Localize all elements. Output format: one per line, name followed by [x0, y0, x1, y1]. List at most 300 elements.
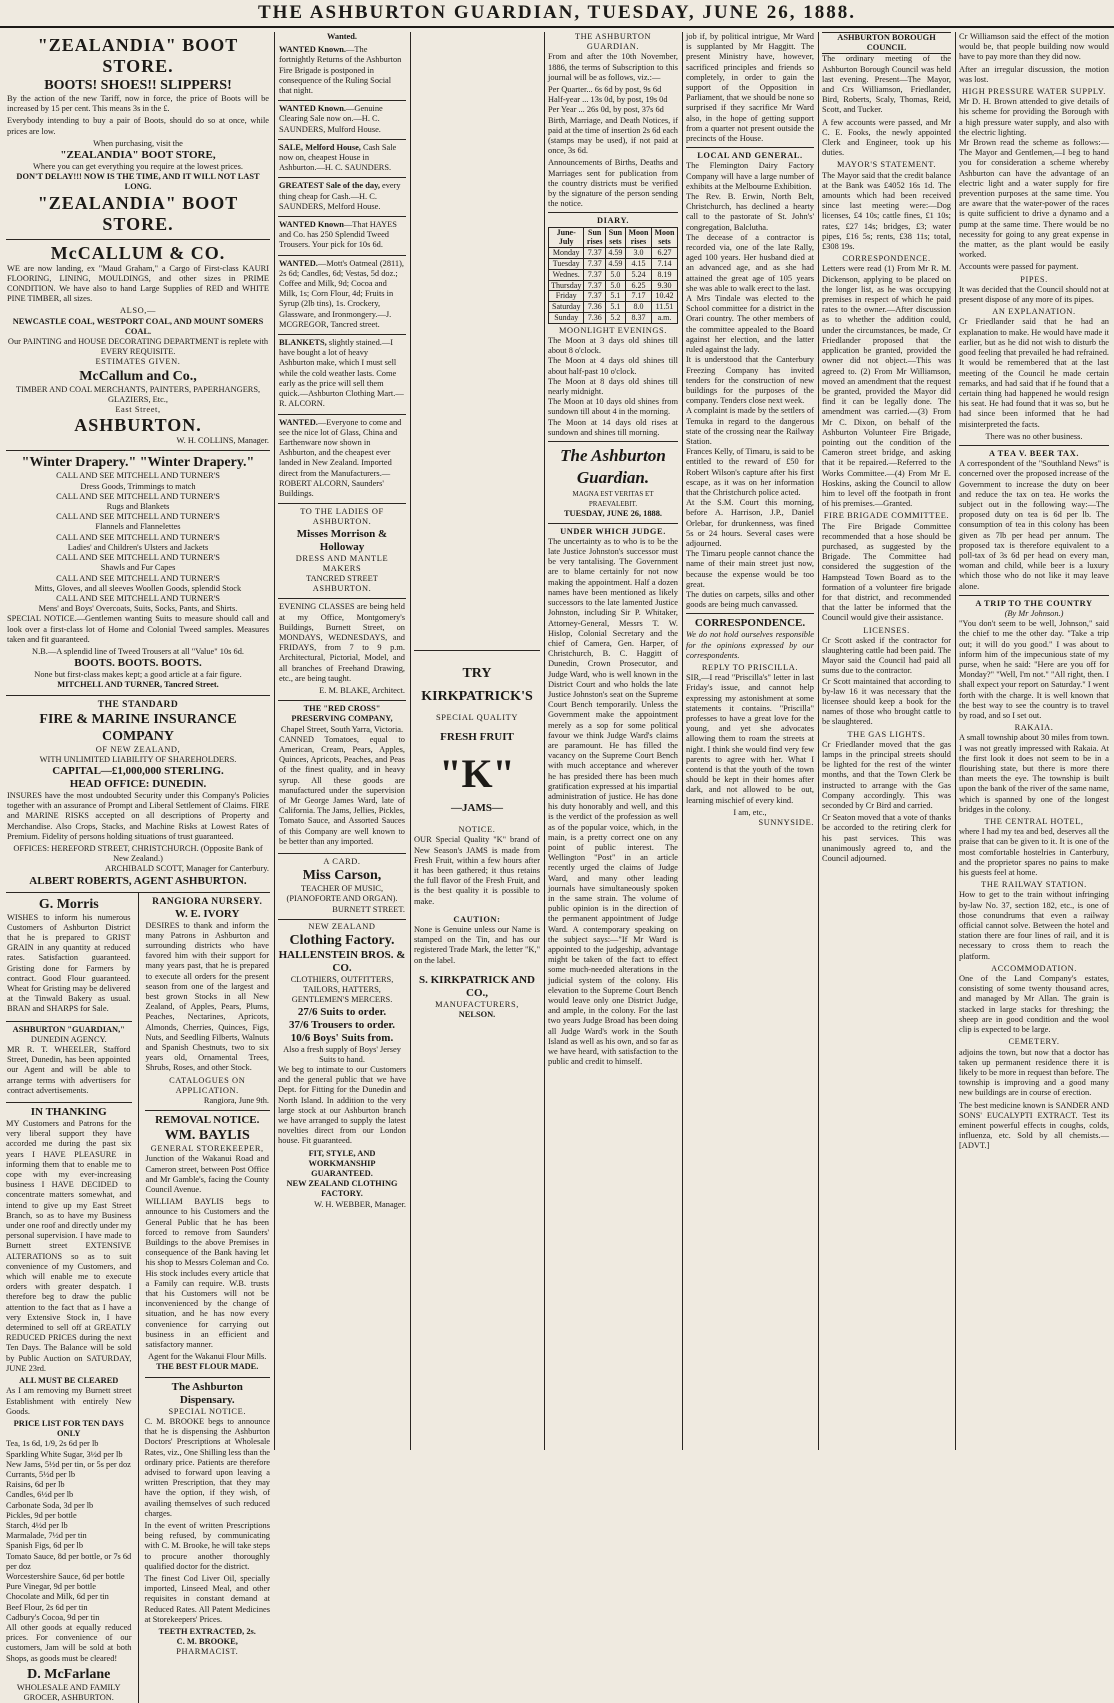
- diary-col-header: Moon sets: [652, 227, 678, 248]
- explanation-text: Cr Friedlander said that he had an explanation to make. He would have made it earlier, but as he did not wish to disturb the good feeling that prevailed he had refrained. It would be remembered that at the last meeting of the Council he made certain remarks, and had said that if he found that a certain thing had happened he would resign his seat. He had found that it was so, but he had since been informed that he had misinterpreted the facts.: [959, 317, 1109, 429]
- nzcf-suits: 27/6 Suits to order.: [297, 1005, 387, 1018]
- nzcf-boys: 10/6 Boys' Suits from.: [290, 1031, 394, 1044]
- terms-heading: THE ASHBURTON GUARDIAN.: [574, 32, 652, 52]
- misses-street: TANCRED STREET: [306, 573, 378, 583]
- dispensary-body-3: The finest Cod Liver Oil, specially imported, Linseed Meal, and other requisites in constant demand at Reduced Rates. All Patent Medicines at Storekeepers' Prices.: [144, 1573, 270, 1624]
- mccallum-also: ALSO,—: [120, 306, 156, 316]
- fire-brigade-text: The Fire Brigade Committee recommended that a hose should be purchased, as suggested by the Brigade. The Committee had considered the suggestion of the Hampstead Town Board as to the formation of a volunteer fire brigade for that district, and recommended that the latter be informed that the Council would give their assistance.: [822, 521, 951, 623]
- mccallum-body: WE are now landing, ex "Maud Graham," a Cargo of First-class KAURI FLOORING, LINING, MOULDINGS, and other sizes in PRIME CONDITION. We have also to hand Large Supplies of RED and WHITE PINE TIMBER, all sizes.: [7, 263, 269, 304]
- mcfarlane-signature: D. McFarlane: [27, 1666, 111, 1682]
- wanted-ad: [278, 42, 406, 101]
- mccallum-name: McCallum and Co.,: [79, 368, 197, 384]
- fire-brigade-heading: FIRE BRIGADE COMMITTEE.: [823, 511, 950, 521]
- accommodation-text: One of the Land Company's estates, consisting of some twenty thousand acres, and managed by Mr Allan. The grain is stacked in large stacks for threshing; the sheep are in good condition and the wool clip is expected to be large.: [959, 974, 1109, 1035]
- zealandia-subheading: BOOTS! SHOES!! SLIPPERS!: [44, 78, 232, 93]
- winter-line: Rugs and Blankets: [106, 502, 170, 512]
- column-rule: [955, 32, 956, 1450]
- nzcf-note: Also a fresh supply of Boys' Jersey Suits to hand.: [283, 1044, 401, 1064]
- winter-line: Dress Goods, Trimmings to match: [80, 481, 196, 491]
- red-cross-body: CANNED Tomatoes, equal to American, Cream, Pears, Apples, Quinces, Apricots, Peaches, and Peas of the finest quality, and in heavy syrup. All these goods are manufactured under the supervision of Mr George James Ward, late of California. The Jams, Jellies, Pickles, Tomato Sauce, and Assorted Sauces of this Company are well known to be better than any imported.: [279, 734, 405, 846]
- kirkpatrick-ad: [414, 665, 540, 1020]
- no-business: There was no other business.: [985, 431, 1083, 441]
- wanted-head: WANTED Known.: [279, 45, 347, 55]
- winter-line: CALL AND SEE MITCHELL AND TURNER'S: [56, 553, 220, 563]
- wanted-body: —That HAYES and Co. has 250 Splendid Tweed Trousers. Your pick for 10s 6d.: [279, 220, 397, 250]
- thanking-ad: [6, 1103, 132, 1703]
- misses-heading: Misses Morrison & Holloway: [296, 527, 388, 553]
- zealandia-ad: [6, 32, 270, 240]
- wanted-body: every thing cheap for Cash.—H. C. SAUNDERS, Melford House.: [279, 181, 401, 211]
- correspondence-note: We do not hold ourselves responsible for the opinions expressed by our correspondents.: [686, 630, 814, 660]
- council-heading: ASHBURTON BOROUGH COUNCIL: [822, 32, 951, 54]
- diary-cell: 4.59: [605, 259, 625, 270]
- standard-scott: ARCHIBALD SCOTT, Manager for Canterbury.: [105, 864, 269, 874]
- mayor-statement-heading: MAYOR'S STATEMENT.: [836, 160, 937, 170]
- kirk-town: NELSON.: [458, 1010, 496, 1020]
- evening-signature: E. M. BLAKE, Architect.: [319, 685, 405, 695]
- morris-column: [6, 893, 132, 1703]
- mccallum-paint: Our PAINTING and HOUSE DECORATING DEPARTMENT is replete with EVERY REQUISITE.: [7, 337, 269, 357]
- price-list-item: Currants, 5½d per lb: [6, 1469, 76, 1479]
- council-finance: A few accounts were passed, and Mr C. E. Fooks, the newly appointed Clerk and Engineer, took up his duties.: [822, 117, 951, 158]
- nzcf-body: We beg to intimate to our Customers and the general public that we have Dept. for Fitting for the Dunedin and North Island. In addition to the very large stock at our Ashburton branch we have arranged to supply the latest novelties direct from our London house. Fit guaranteed.: [278, 1065, 406, 1146]
- inner-column-rule: [138, 893, 139, 1703]
- diary-cell: 7.37: [584, 248, 606, 259]
- removal-name: WM. BAYLIS: [164, 1128, 250, 1144]
- removal-address: Junction of the Wakanui Road and Cameron street, between Post Office and Mr Gamble's, facing the County Council Avenue.: [145, 1154, 269, 1195]
- nzcf-head-3: HALLENSTEIN BROS. & CO.: [278, 949, 406, 975]
- diary-cell: 7.36: [584, 302, 606, 313]
- price-list-item: Pickles, 9d per bottle: [6, 1510, 77, 1520]
- diary-col-header: Sun sets: [605, 227, 625, 248]
- wanted-body: —Mott's Oatmeal (2811), 2s 6d; Candles, 6d; Vestas, 5d doz.; Coffee and Milk, 9d; Cocoa and Milk, 1s; Corn Flour, 4d; Fruits in Syrup (2lb tins), 1s. Crockery, Glassware, and Ironmongery.—J. MCGREGOR, Tancred street.: [279, 258, 404, 329]
- card-street: BURNETT STREET.: [332, 904, 405, 914]
- diary-cell: 5.1: [605, 291, 625, 302]
- diary-col-header: Sun rises: [584, 227, 606, 248]
- dispensary-body-2: In the event of written Prescriptions being refused, by communicating with C. M. Brooke, he will take steps to procure another thoroughly qualified doctor for the district.: [144, 1520, 270, 1571]
- rakaia-heading: RAKAIA.: [1014, 723, 1054, 733]
- column-wanted: [278, 32, 406, 1450]
- wanted-ad: [278, 335, 406, 414]
- kirk-fresh-fruit: FRESH FRUIT: [440, 731, 514, 744]
- column-rule: [544, 32, 545, 1450]
- diary-col-header: Moon rises: [625, 227, 651, 248]
- cemetery-heading: CEMETERY.: [1008, 1037, 1060, 1047]
- guardian-flag: The Ashburton Guardian.: [560, 446, 666, 488]
- table-row: [549, 259, 678, 270]
- removal-body: WILLIAM BAYLIS begs to announce to his Customers and the General Public that he has been forced to remove from Saunders' Buildings to the above Premises in consequence of the Bank having let his shop to Messrs Coleman and Co. His stock includes every article that a Family can require. W.B. trusts that his Customers will not be inconvenienced by the change of situation, and he has now every convenience for carrying out business in an efficient and satisfactory manner.: [145, 1197, 269, 1350]
- nzcf-head-2: Clothing Factory.: [289, 933, 395, 949]
- winter-none: None but first-class makes kept; a good article at a fair figure.: [34, 670, 242, 680]
- kirk-try: TRY: [462, 666, 492, 681]
- diary-header-row: [549, 227, 678, 248]
- leader-body: The uncertainty as to who is to be the late Justice Johnston's successor must be very tantalising. The Government are to blame certainly for not now making the appointment. Half a dozen names have been mentioned as likely successors to the late lamented Justice Johnston, including Sir P. Whitaker, Attorney-General, Messrs T. W. Hislop, Colonial Secretary and the chief of Camera, Gen. Harper, of Christchurch, B. C. Haggitt of Dunedin, Crown Prosecutor, and Judge Ward, who is well known in the District Court and who holds the late Justice Johnston's seat on the Supreme Court Bench temporarily. Unless the Government make the appointment merely as a sop for some political favour we think Judge Ward's claims are paramount. He has filled the vacancy on the Supreme Court Bench with much acceptance and wherever he has presided there has been much gratification expressed at his impartial administration of justice. He has done his duty honorably and well, and this is the verdict of the profession as well as of the popular voice, which, in the main, is a pretty correct one on any point of public interest. The Wellington "Post" in an article recently urged the claims of Judge Ward, and many other leading journals have simultaneously spoken in the same strain. The volume of public opinion is in the direction of the permanent appointment of Judge Ward. A contemporary speaking on the subject says:—"If Mr Ward is appointed to the judgeship, advantage might be taken of the fact to effect some much-needed alterations in the judicial system of the colony. His elevation to the Supreme Court Bench would leave only one District Judge, and ample, in the colony. For the last two years Judge Broad has been doing all Judge Ward's work in the South Island as well as his own, and so far as we have heard, with satisfaction to the public and credit to himself.: [548, 536, 678, 1067]
- mcfarlane-trade: WHOLESALE AND FAMILY GROCER, ASHBURTON.: [16, 1682, 121, 1702]
- winter-nb: N.B.—A splendid line of Tweed Trousers at all "Value" 10s 6d.: [32, 646, 244, 656]
- agency-body: MR R. T. WHEELER, Stafford Street, Dunedin, has been appointed our Agent and will be able to arrange terms with advertisers for contract advertisements.: [7, 1045, 131, 1095]
- misses-town: ASHBURTON.: [312, 584, 372, 594]
- gas-lights-heading: THE GAS LIGHTS.: [847, 729, 926, 739]
- diary-cell: 7.37: [584, 291, 606, 302]
- railway-text: How to get to the train without infringing by-law No. 37, section 182, etc., is one of those conundrums that even a railway official cannot solve. Between the hotel and station there are four lines of rail, and it is necessary to cross them to reach the platform.: [959, 890, 1109, 961]
- column-rule: [274, 32, 275, 1450]
- pipes-text: It was decided that the Council should not at present dispose of any more of its pipes.: [959, 284, 1109, 305]
- diary-cell: 7.14: [652, 259, 678, 270]
- column-editorial: [548, 32, 678, 1450]
- wanted-head: WANTED.: [279, 258, 318, 268]
- trip-heading: A TRIP TO THE COUNTRY: [975, 598, 1093, 608]
- column-rule: [818, 32, 819, 1450]
- kirk-body: OUR Special Quality "K" brand of New Season's JAMS is made from Fresh Fruit, within a few hours after it has been gathered; it thus retains the full flavor of the Fresh Fruit, and is the best quality it is possible to make.: [414, 835, 540, 906]
- water-supply-text: Mr D. H. Brown attended to give details of his scheme for providing the Borough with a high pressure water supply, and also with the electric lighting. Mr Brown read the scheme as follows:—The Mayor and Gentlemen,—I beg to hand you for consideration a scheme whereby Ashburton can have the advantage of an electric light and a water supply for fire prevention purposes at the same time. You are aware that the water-power of the races is quite sufficient to drive a dynamo and a pump at the same time. There would be no necessity for going to any great expense in the matter, as the plant would be easily worked.: [959, 97, 1109, 260]
- card-role: TEACHER OF MUSIC,: [300, 884, 384, 894]
- rangiora-name: W. E. IVORY: [175, 907, 240, 920]
- zealandia-heading: "ZEALANDIA" BOOT STORE.: [37, 35, 239, 76]
- winter-line: CALL AND SEE MITCHELL AND TURNER'S: [56, 573, 220, 583]
- railway-heading: THE RAILWAY STATION.: [981, 880, 1087, 890]
- misses-to: TO THE LADIES OF ASHBURTON.: [300, 507, 384, 527]
- diary-cell: 4.59: [605, 248, 625, 259]
- gas-lights-text: Cr Friedlander moved that the gas lamps in the principal streets should be lighted for the rest of the winter months, and that the Town Clerk be instructed to arrange with the Gas Company accordingly. This was seconded by Cr Bird and carried.: [822, 739, 951, 811]
- table-row: [549, 313, 678, 324]
- morris-body: WISHES to inform his numerous Customers of Ashburton District that he is prepared to GRIST GRAIN in any quantity at reduced rates. Satisfaction guaranteed. Gristing done for Farmers by contract. Good Flour guaranteed. Wheat for Gristing may be delivered at the Tinwald Bakery as usual. BRAN and SHARPS for Sale.: [7, 912, 131, 1014]
- council-intro: The ordinary meeting of the Ashburton Borough Council was held last evening. Present—The Mayor, and Crs Williamson, Friedlander, Bird, Roberts, Scaly, Thomas, Reid, Scott, and Tucker.: [822, 54, 951, 115]
- standard-agent: ALBERT ROBERTS, AGENT ASHBURTON.: [29, 874, 247, 887]
- winter-notice: SPECIAL NOTICE.—Gentlemen wanting Suits to measure should call and look over a first-class lot of Home and Colonial Tweed samples. Measures taken and fit guaranteed.: [7, 614, 269, 644]
- winter-signature: MITCHELL AND TURNER, Tancred Street.: [57, 680, 219, 690]
- removal-role: GENERAL STOREKEEPER,: [150, 1144, 264, 1154]
- diary-cell: 5.0: [605, 280, 625, 291]
- diary-cell: 3.0: [625, 248, 651, 259]
- terms-birth: Birth, Marriage, and Death Notices, if paid at the time of insertion 2s 6d each (stamps may be used), if not paid at once, 3s 6d.: [548, 115, 678, 156]
- diary-cell: 5.2: [605, 313, 625, 324]
- diary-cell: 8.37: [625, 313, 651, 324]
- thanking-body: MY Customers and Patrons for the very liberal support they have accorded me during the past six years I HAVE PLEASURE in informing them that to enable me to cope with my ever-increasing business I HAVE DECIDED to concentrate matters somewhat, and intend to give up my East Street Branch, so as to have my Business under one roof and directly under my personal supervision. I have made to Burnett street EXTENSIVE ALTERATIONS so as to suit convenience of my Customers, and which will enable me to execute orders with greater despatch. I therefore beg to draw the public attention to the fact that as I have a very Extensive Stock in, I have determined to sell off at GREATLY REDUCED PRICES during the next Ten Days. The Balance will be sold by Public Auction on SATURDAY, JUNE 23rd.: [6, 1119, 132, 1373]
- council-thanks: Cr Seaton moved that a vote of thanks be accorded to the retiring clerk for his past services. This was unanimously agreed to, and the Council adjourned.: [822, 813, 951, 864]
- wanted-body: —Genuine Clearing Sale now on.—H. C. SAUNDERS, Mulford House.: [279, 104, 383, 134]
- price-list-item: Spanish Figs, 6d per lb: [6, 1541, 84, 1551]
- rangiora-body: DESIRES to thank and inform the many Patrons in Ashburton and surrounding districts who have favored him with their support for many years past, that he is prepared to execute all orders for the present season from one of the largest and best grown Stocks in all New Zealand, of Apples, Pears, Plums, Peaches, Nectarines, Apricots, Almonds, Cherries, Quinces, Figs, Nuts, and Seedling Filberts, Walnuts and Spanish Chestnuts, two to six years old, Ornamental Trees, Shrubs, Roses, and other Stock.: [145, 920, 269, 1073]
- water-supply-heading: HIGH PRESSURE WATER SUPPLY.: [962, 87, 1106, 97]
- table-row: [549, 248, 678, 259]
- wanted-head: WANTED.: [279, 417, 318, 427]
- dispensary-ad: [145, 1378, 271, 1658]
- mccallum-town: ASHBURTON.: [74, 415, 202, 436]
- diary-cell: Wednes.: [549, 269, 584, 280]
- dispensary-body: C. M. BROOKE begs to announce that he is dispensing the Ashburton Doctors' Prescriptions at Wholesale Rates, viz., One Shilling less than the ordinary price. Patients are therefore advised to forward upon leaving a written Prescription, that they may have the option, if they wish, of availing themselves of such reduced charges.: [144, 1416, 270, 1518]
- dispensary-teeth: TEETH EXTRACTED, 2s.: [158, 1626, 256, 1636]
- price-list-item: Sparkling White Sugar, 3½d per lb: [6, 1449, 123, 1459]
- agency-title: ASHBURTON "GUARDIAN,": [12, 1024, 125, 1034]
- dispensary-heading: The Ashburton Dispensary.: [171, 1380, 243, 1406]
- zealandia-store: "ZEALANDIA" BOOT STORE,: [60, 149, 216, 162]
- winter-line: CALL AND SEE MITCHELL AND TURNER'S: [56, 512, 220, 522]
- council-correspondence-heading: CORRESPONDENCE.: [842, 254, 931, 264]
- wanted-head: SALE, Melford House,: [279, 142, 361, 152]
- diary-cell: a.m.: [652, 313, 678, 324]
- rangiora-heading: RANGIORA NURSERY.: [152, 896, 263, 907]
- nzcf-signature: NEW ZEALAND CLOTHING FACTORY.: [286, 1179, 398, 1199]
- price-list-item: Marmalade, 7½d per tin: [6, 1531, 87, 1541]
- price-list-item: Worcestershire Sauce, 6d per bottle: [6, 1571, 125, 1581]
- zealandia-note: Everybody intending to buy a pair of Boots, should do so at once, while prices are low.: [7, 116, 269, 136]
- council-correspondence: Letters were read (1) From Mr R. M. Dickenson, applying to be placed on the longer list, as he was occupying premises in respect of which he paid rates to the owner.—After discussion as to whether the addition could, under the circumstances, be made, Cr Friedlander proposed that the application be granted, provided the owner did not object.—This was agreed to. (2) From Mr Williamson, moved an amendment that the request be granted, provided the Mayor did find it can be legally done. The amendment was carried.—(3) From Mr C. Dixon, on behalf of the Ashburton Volunteer Fire Brigade, pointing out the condition of the Cameron street bridge, and asking that it be repaired.—Referred to the Works Committee.—(4) From Mr E. Hoskins, asking the Council to allow him to level off the footpath in front of his premises.—Granted.: [822, 264, 951, 509]
- kirk-signature: S. KIRKPATRICK AND CO.,: [418, 973, 536, 999]
- column-rule: [410, 32, 411, 1450]
- diary-cell: Saturday: [549, 302, 584, 313]
- misses-sub: DRESS AND MANTLE MAKERS: [295, 553, 389, 573]
- column-left-ads: [6, 32, 270, 1702]
- winter-drapery-heading: "Winter Drapery." "Winter Drapery.": [21, 455, 255, 471]
- cemetery-text: adjoins the town, but now that a doctor has taken up permanent residence there it is likely to be more in request than before. The township is improving and a good many new buildings are in course of erection.: [959, 1047, 1109, 1098]
- price-list-item: New Jams, 5½d per tin, or 5s per doz: [6, 1459, 131, 1469]
- mayor-statement: The Mayor said that the credit balance at the Bank was £4052 16s 1d. The amounts which had been received since last meeting were:—Dog licenses, £4 10s; cattle fines, £1 10s; rates, £27 14s; bridges, £3; water pipes, £16 5s; rents, £38 11s; total, £308 19s.: [822, 170, 951, 252]
- accommodation-heading: ACCOMMODATION.: [991, 963, 1077, 973]
- dispensary-sub: SPECIAL NOTICE.: [168, 1406, 247, 1416]
- wanted-ad: [278, 256, 406, 335]
- standard-the: THE STANDARD: [97, 699, 179, 710]
- diary-cell: Friday: [549, 291, 584, 302]
- explanation-heading: AN EXPLANATION.: [992, 307, 1076, 317]
- standard-of: OF NEW ZEALAND,: [95, 744, 181, 754]
- nzcf-trousers: 37/6 Trousers to order.: [289, 1018, 395, 1031]
- masthead: [0, 0, 1114, 28]
- thanking-footer: All other goods at equally reduced prices. For convenience of our customers, Jam will be sold at both Shops, as goods must be cleared!: [6, 1622, 132, 1663]
- winter-boots: BOOTS. BOOTS. BOOTS.: [74, 657, 202, 670]
- morris-heading: G. Morris: [38, 896, 99, 912]
- zealandia-body: By the action of the new Tariff, now in force, the price of Boots will be increased by 15 per cent. This means 3s in the £.: [7, 94, 269, 114]
- zealandia-where: Where you can get everything you require at the lowest prices.: [33, 162, 243, 172]
- mccallum-heading: McCALLUM & CO.: [50, 242, 226, 263]
- nzcf-manager: W. H. WEBBER, Manager.: [314, 1199, 406, 1209]
- mccallum-estimates: ESTIMATES GIVEN.: [95, 357, 181, 367]
- mccallum-ad: [6, 240, 270, 452]
- dispensary-role: PHARMACIST.: [176, 1647, 239, 1657]
- standard-capital: CAPITAL—£1,000,000 STERLING.: [52, 764, 224, 777]
- diary-cell: 5.24: [625, 269, 651, 280]
- price-list-item: Raisins, 6d per lb: [6, 1480, 65, 1490]
- nzcf-trade: CLOTHIERS, OUTFITTERS, TAILORS, HATTERS, GENTLEMEN'S MERCERS.: [290, 975, 394, 1005]
- winter-line: Flannels and Flannelettes: [95, 522, 181, 532]
- wanted-ad: [278, 178, 406, 217]
- diary-cell: Sunday: [549, 313, 584, 324]
- standard-offices: OFFICES: HEREFORD STREET, CHRISTCHURCH. (Opposite Bank of New Zealand.): [13, 843, 263, 864]
- winter-drapery-ad: [6, 451, 270, 695]
- removal-heading: REMOVAL NOTICE.: [155, 1114, 260, 1127]
- kirk-caution: CAUTION:: [453, 914, 501, 924]
- wanted-head: WANTED Known.: [279, 104, 347, 114]
- reply-sig: I am, etc.,: [733, 807, 767, 817]
- tea-tax-text: A correspondent of the "Southland News" is concerned over the proposed increase of the Government to increase the duty on beer and reduce the tax on tea. He works the subject out in the following way:—The proposed duty on tea is 6d per lb. The consumption of tea in this colony has been given as 7lb per head per annum. The proposed tax is therefore equivalent to a poll-tax of 3s 6d per head on every man, woman and child, while beer is a luxury which those who do not like it may leave alone.: [959, 459, 1109, 591]
- price-list-item: Cadbury's Cocoa, 9d per tin: [6, 1612, 100, 1622]
- rangiora-catalogues: CATALOGUES ON APPLICATION.: [169, 1075, 246, 1095]
- price-list-item: Carbonate Soda, 3d per lb: [6, 1500, 94, 1510]
- wanted-ad: [278, 217, 406, 256]
- price-list-item: Pure Vinegar, 9d per bottle: [6, 1582, 96, 1592]
- price-list-heading: PRICE LIST FOR TEN DAYS ONLY: [13, 1418, 124, 1439]
- misses-morrison-ad: [278, 504, 406, 599]
- winter-line: Mens' and Boys' Overcoats, Suits, Socks, Pants, and Shirts.: [38, 604, 238, 614]
- wanted-ad: [278, 415, 406, 505]
- standard-heading: FIRE & MARINE INSURANCE COMPANY: [39, 711, 237, 744]
- guardian-date: TUESDAY, JUNE 26, 1888.: [563, 509, 663, 519]
- wanted-label: Wanted.: [326, 32, 357, 41]
- kirk-manufacturers: MANUFACTURERS,: [435, 999, 519, 1009]
- table-row: [549, 269, 678, 280]
- terms-announcements: Announcements of Births, Deaths and Marriages sent for publication from the country districts must be verified by the signature of the person sending the notice.: [548, 158, 678, 209]
- council-after: After an irregular discussion, the motion was lost.: [959, 64, 1109, 84]
- clothing-factory-ad: [278, 920, 406, 1210]
- wanted-body: —The fortnightly Returns of the Ashburton Fire Brigade is postponed in consequence of the Ruling Social that night.: [279, 45, 402, 96]
- licenses-heading: LICENSES.: [863, 625, 910, 635]
- wanted-body: Cash Sale now on, cheapest House in Ashburton.—H. C. SAUNDERS.: [279, 142, 397, 173]
- kirk-caution-body: None is Genuine unless our Name is stamped on the Tin, and has our registered Trade Mark, the letter "K," on the label.: [414, 925, 540, 965]
- winter-line: CALL AND SEE MITCHELL AND TURNER'S: [56, 491, 220, 501]
- wanted-head: GREATEST Sale of the day,: [279, 181, 380, 191]
- eucalypti-notice: The best medicine known is SANDER AND SONS' EUCALYPTI EXTRACT. Test its eminent powerful effects in coughs, colds, influenza, etc. Sold by all chemists.—[ADVT.]: [959, 1100, 1109, 1151]
- thanking-heading: IN THANKING: [30, 1106, 107, 1119]
- card-instruments: (PIANOFORTE AND ORGAN).: [286, 894, 398, 904]
- wanted-ad: [278, 101, 406, 140]
- price-list-item: Beef Flour, 2s 6d per tin: [6, 1602, 88, 1612]
- rangiora-ad: [145, 893, 271, 1112]
- accounts-passed: Accounts were passed for payment.: [959, 262, 1079, 272]
- leader-continued: job if, by political intrigue, Mr Ward is supplanted by Mr Haggitt. The present Ministry have, however, sacrificed principles and friends so completely, in order to gain the support of the Opposition in Parliament, that we should be none so surprised if they sacrifice Mr Ward also, in the hope of getting support from a quarter not present outside the precincts of the House.: [686, 32, 814, 144]
- price-list-item: Tea, 1s 6d, 1/9, 2s 6d per lb: [6, 1439, 99, 1449]
- rakaia-text: A small township about 30 miles from town. I was not greatly impressed with Rakaia. At the first look it does not seem to be in a flourishing state, but there is more there than meets the eye. The township is built upon the bank of the river of the same name, which is spanned by one of the longest bridges in the colony.: [959, 733, 1109, 814]
- winter-line: CALL AND SEE MITCHELL AND TURNER'S: [56, 532, 220, 542]
- zealandia-delay: DON'T DELAY!!! NOW IS THE TIME, AND IT WILL NOT LAST LONG.: [16, 172, 260, 192]
- diary-cell: 4.15: [625, 259, 651, 270]
- local-body: The Flemington Dairy Factory Company will have a large number of exhibits at the Melbourne Exhibition. The Rev. B. Erwin, North Belt, Christchurch, has declined a hearty call to the pastorate of St. John's' congregation, Balclutha. The decease of a contractor is recorded via, one of the late Rally, aged 100 years. Her husband died at an advanced age, and as she had attained the great age of 105 years she was able to walk erect to the last. A Mrs Tindale was elected to the School committee for a district in the Orari country. The other members of the committee appealed to the Board against her election, and the latter ruled against the lady. It is understood that the Canterbury Freezing Company has invited tenders for the construction of new buildings for the purposes of the company. Tenders close next week. A complaint is made by the settlers of Temuka in regard to the dangerous state of the crossing near the Railway Station. Frances Kelly, of Timaru, is said to be entitled to the reward of £50 for Robert Wilson's capture after his first escape, as it was on her information that the Christchurch police acted. At the S.M. Court this morning, before A. Harrison, J.P., Daniel Orlebar, for drunkenness, was fined 5s or 24 hours. Several cases were adjourned. The Timaru people cannot chance the name of their main street just now, because the expense would be too great. The duties on carpets, silks and other goods are being much canvassed.: [686, 161, 814, 610]
- agency-dunedin: DUNEDIN AGENCY.: [30, 1034, 107, 1044]
- winter-line: CALL AND SEE MITCHELL AND TURNER'S: [56, 471, 220, 481]
- winter-line: Shawls and Fur Capes: [100, 563, 176, 573]
- price-list-item: Chocolate and Milk, 6d per tin: [6, 1592, 109, 1602]
- terms-rate: Half-year ... 13s 0d, by post, 19s 0d: [548, 95, 668, 105]
- diary-col-header: June-July: [549, 227, 584, 248]
- winter-line: Ladies' and Children's Ulsters and Jackets: [67, 542, 209, 552]
- diary-cell: Thursday: [549, 280, 584, 291]
- red-cross-ad: [278, 701, 406, 854]
- standard-insurance-ad: [6, 696, 270, 893]
- table-row: [549, 302, 678, 313]
- diary-cell: 7.17: [625, 291, 651, 302]
- winter-line: CALL AND SEE MITCHELL AND TURNER'S: [56, 593, 220, 603]
- table-row: [549, 280, 678, 291]
- column-local: [686, 32, 814, 1450]
- nzcf-head-1: NEW ZEALAND: [308, 921, 376, 931]
- diary-cell: 10.42: [652, 291, 678, 302]
- nzcf-fit: FIT, STYLE, AND WORKMANSHIP GUARANTEED.: [308, 1148, 376, 1179]
- diary-cell: Monday: [549, 248, 584, 259]
- thanking-clear: ALL MUST BE CLEARED: [19, 1376, 119, 1386]
- diary-cell: 11.51: [652, 302, 678, 313]
- diary-cell: 6.25: [625, 280, 651, 291]
- diary-cell: 7.37: [584, 269, 606, 280]
- mccallum-coal: NEWCASTLE COAL, WESTPORT COAL, AND MOUNT SOMERS COAL.: [12, 316, 264, 336]
- moon-text: The Moon at 3 days old shines till about 8 o'clock. The Moon at 4 days old shines till about half-past 10 o'clock. The Moon at 8 days old shines till nearly midnight. The Moon at 10 days old shines from sundown till about 4 in the morning. The Moon at 14 days old rises at sundown and shines till morning.: [548, 336, 678, 437]
- rangiora-column: [145, 893, 271, 1703]
- morris-ad: [6, 893, 132, 1022]
- reply-heading: REPLY TO PRISCILLA.: [701, 662, 799, 672]
- winter-line: Mitts, Gloves, and all sleeves Woollen Goods, splendid Stock: [34, 583, 242, 593]
- diary-cell: 5.0: [605, 269, 625, 280]
- zealandia-when: When purchasing, visit the: [93, 138, 183, 148]
- removal-best-flour: THE BEST FLOUR MADE.: [156, 1362, 259, 1372]
- evening-body: EVENING CLASSES are being held at my Office, Montgomery's Buildings, Burnett Street, on MONDAYS, WEDNESDAYS, and FRIDAYS, from 7 to 9 p.m. Architectural, Pictorial, Model, and all branches of Freehand Drawing, etc., are being taught.: [279, 602, 405, 683]
- diary-cell: 9.30: [652, 280, 678, 291]
- price-list-item: Candles, 6½d per lb: [6, 1490, 74, 1500]
- card-name: Miss Carson,: [302, 868, 382, 884]
- reply-signature: SUNNYSIDE.: [758, 818, 814, 828]
- kirk-jams: —JAMS—: [451, 802, 503, 815]
- masthead-title: THE ASHBURTON GUARDIAN, TUESDAY, JUNE 26, 1888.: [257, 2, 856, 23]
- diary-cell: 7.37: [584, 259, 606, 270]
- diary-heading: DIARY.: [596, 216, 630, 226]
- wanted-ad: [278, 140, 406, 179]
- removal-signature: Agent for the Wakanui Flour Mills.: [148, 1352, 267, 1362]
- price-list-item: Tomato Sauce, 8d per bottle, or 7s 6d per doz: [6, 1551, 132, 1571]
- terms-rate: Per Year ... 26s 0d, by post, 37s 6d: [548, 105, 664, 115]
- tea-tax-heading: A TEA V. BEER TAX.: [988, 448, 1080, 458]
- wanted-body: slightly stained.—I have bought a lot of heavy Ashburton make, which I must sell while the cold weather lasts. Come early as the price will sell them quick.—Ashburton Clothing Mart.—R. ALCORN.: [279, 338, 404, 409]
- removal-ad: [145, 1111, 271, 1377]
- diary-cell: 5.1: [605, 302, 625, 313]
- diary-cell: 7.37: [584, 280, 606, 291]
- mccallum-street: East Street,: [115, 405, 161, 415]
- kirk-heading: KIRKPATRICK'S: [421, 689, 533, 704]
- diary-cell: 7.36: [584, 313, 606, 324]
- diary-cell: 6.27: [652, 248, 678, 259]
- diary-cell: Tuesday: [549, 259, 584, 270]
- rangiora-town: Rangiora, June 9th.: [203, 1096, 269, 1106]
- mccallum-manager: W. H. COLLINS, Manager.: [176, 436, 269, 446]
- evening-classes-ad: [278, 599, 406, 701]
- card-label: A CARD.: [323, 857, 361, 867]
- kirk-k-brand: "K": [439, 751, 515, 797]
- zealandia-footer: "ZEALANDIA" BOOT STORE.: [37, 192, 239, 234]
- local-heading: LOCAL AND GENERAL.: [697, 151, 803, 161]
- correspondence-heading: CORRESPONDENCE.: [694, 617, 806, 630]
- column-kirkpatrick: [414, 32, 540, 1450]
- standard-body: INSURES have the most undoubted Security under this Company's Policies together with an assurance of Prompt and Liberal Settlement of Claims. FIRE and MARINE RISKS accepted on all descriptions of Property and Merchandise. Also Crops, Stacks, and Machine Risks at Lowest Rates of Premium. Fidelity of persons holding situations of trust guaranteed.: [7, 790, 269, 841]
- kirk-notice: NOTICE.: [458, 825, 496, 835]
- thanking-as: As I am removing my Burnett street Establishment with entirely New Goods.: [6, 1386, 132, 1416]
- price-list-item: Starch, 4½d per lb: [6, 1520, 68, 1530]
- hotel-heading: THE CENTRAL HOTEL,: [984, 817, 1084, 827]
- red-cross-address: Chapel Street, South Yarra, Victoria.: [280, 724, 404, 734]
- red-cross-heading: THE "RED CROSS" PRESERVING COMPANY,: [291, 704, 393, 724]
- diary-table: [548, 227, 678, 324]
- hotel-text: where I had my tea and bed, deserves all the praise that can be given to it. It is one of the most comfortable hostelries in Canterbury, and the proprietor spares no pains to make his guests feel at home.: [959, 827, 1109, 878]
- terms-rate: Per Quarter... 6s 6d by post, 9s 6d: [548, 85, 662, 95]
- wanted-head: BLANKETS,: [279, 338, 327, 348]
- kirk-special: SPECIAL QUALITY: [436, 713, 518, 722]
- diary-cell: 8.0: [625, 302, 651, 313]
- dispensary-signature: C. M. BROOKE,: [176, 1637, 238, 1647]
- standard-office: HEAD OFFICE: DUNEDIN.: [69, 777, 207, 790]
- diary-cell: 8.19: [652, 269, 678, 280]
- pipes-heading: PIPES.: [1020, 274, 1048, 284]
- guardian-motto: MAGNA EST VERITAS ET PRAEVALEBIT.: [572, 490, 654, 509]
- reply-body: SIR,—I read "Priscilla's" letter in last Friday's issue, and cannot help expressing my astonishment at some statements it contains. "Priscilla" professes to have a great love for the young, and yet she advocates allowing them to roam the streets at night. I think she would find very few parents to agree with her. What I contend is that the youth of the town should be kept in their homes after dark, and not allowed to be out, learning mischief of every kind.: [686, 673, 814, 805]
- trip-byline: (By Mr Johnson.): [1004, 608, 1064, 618]
- leader-heading: UNDER WHICH JUDGE.: [560, 526, 666, 536]
- column-trip: [959, 32, 1109, 1450]
- wanted-head: WANTED Known: [279, 220, 344, 230]
- wanted-body: —Everyone to come and see the nice lot of Glass, China and Earthenware now shown in Ashburton, and the cheapest ever landed in New Zealand. Imported direct from the Manufacturers.—ROBERT ALCORN, Saunders' Buildings.: [279, 417, 402, 498]
